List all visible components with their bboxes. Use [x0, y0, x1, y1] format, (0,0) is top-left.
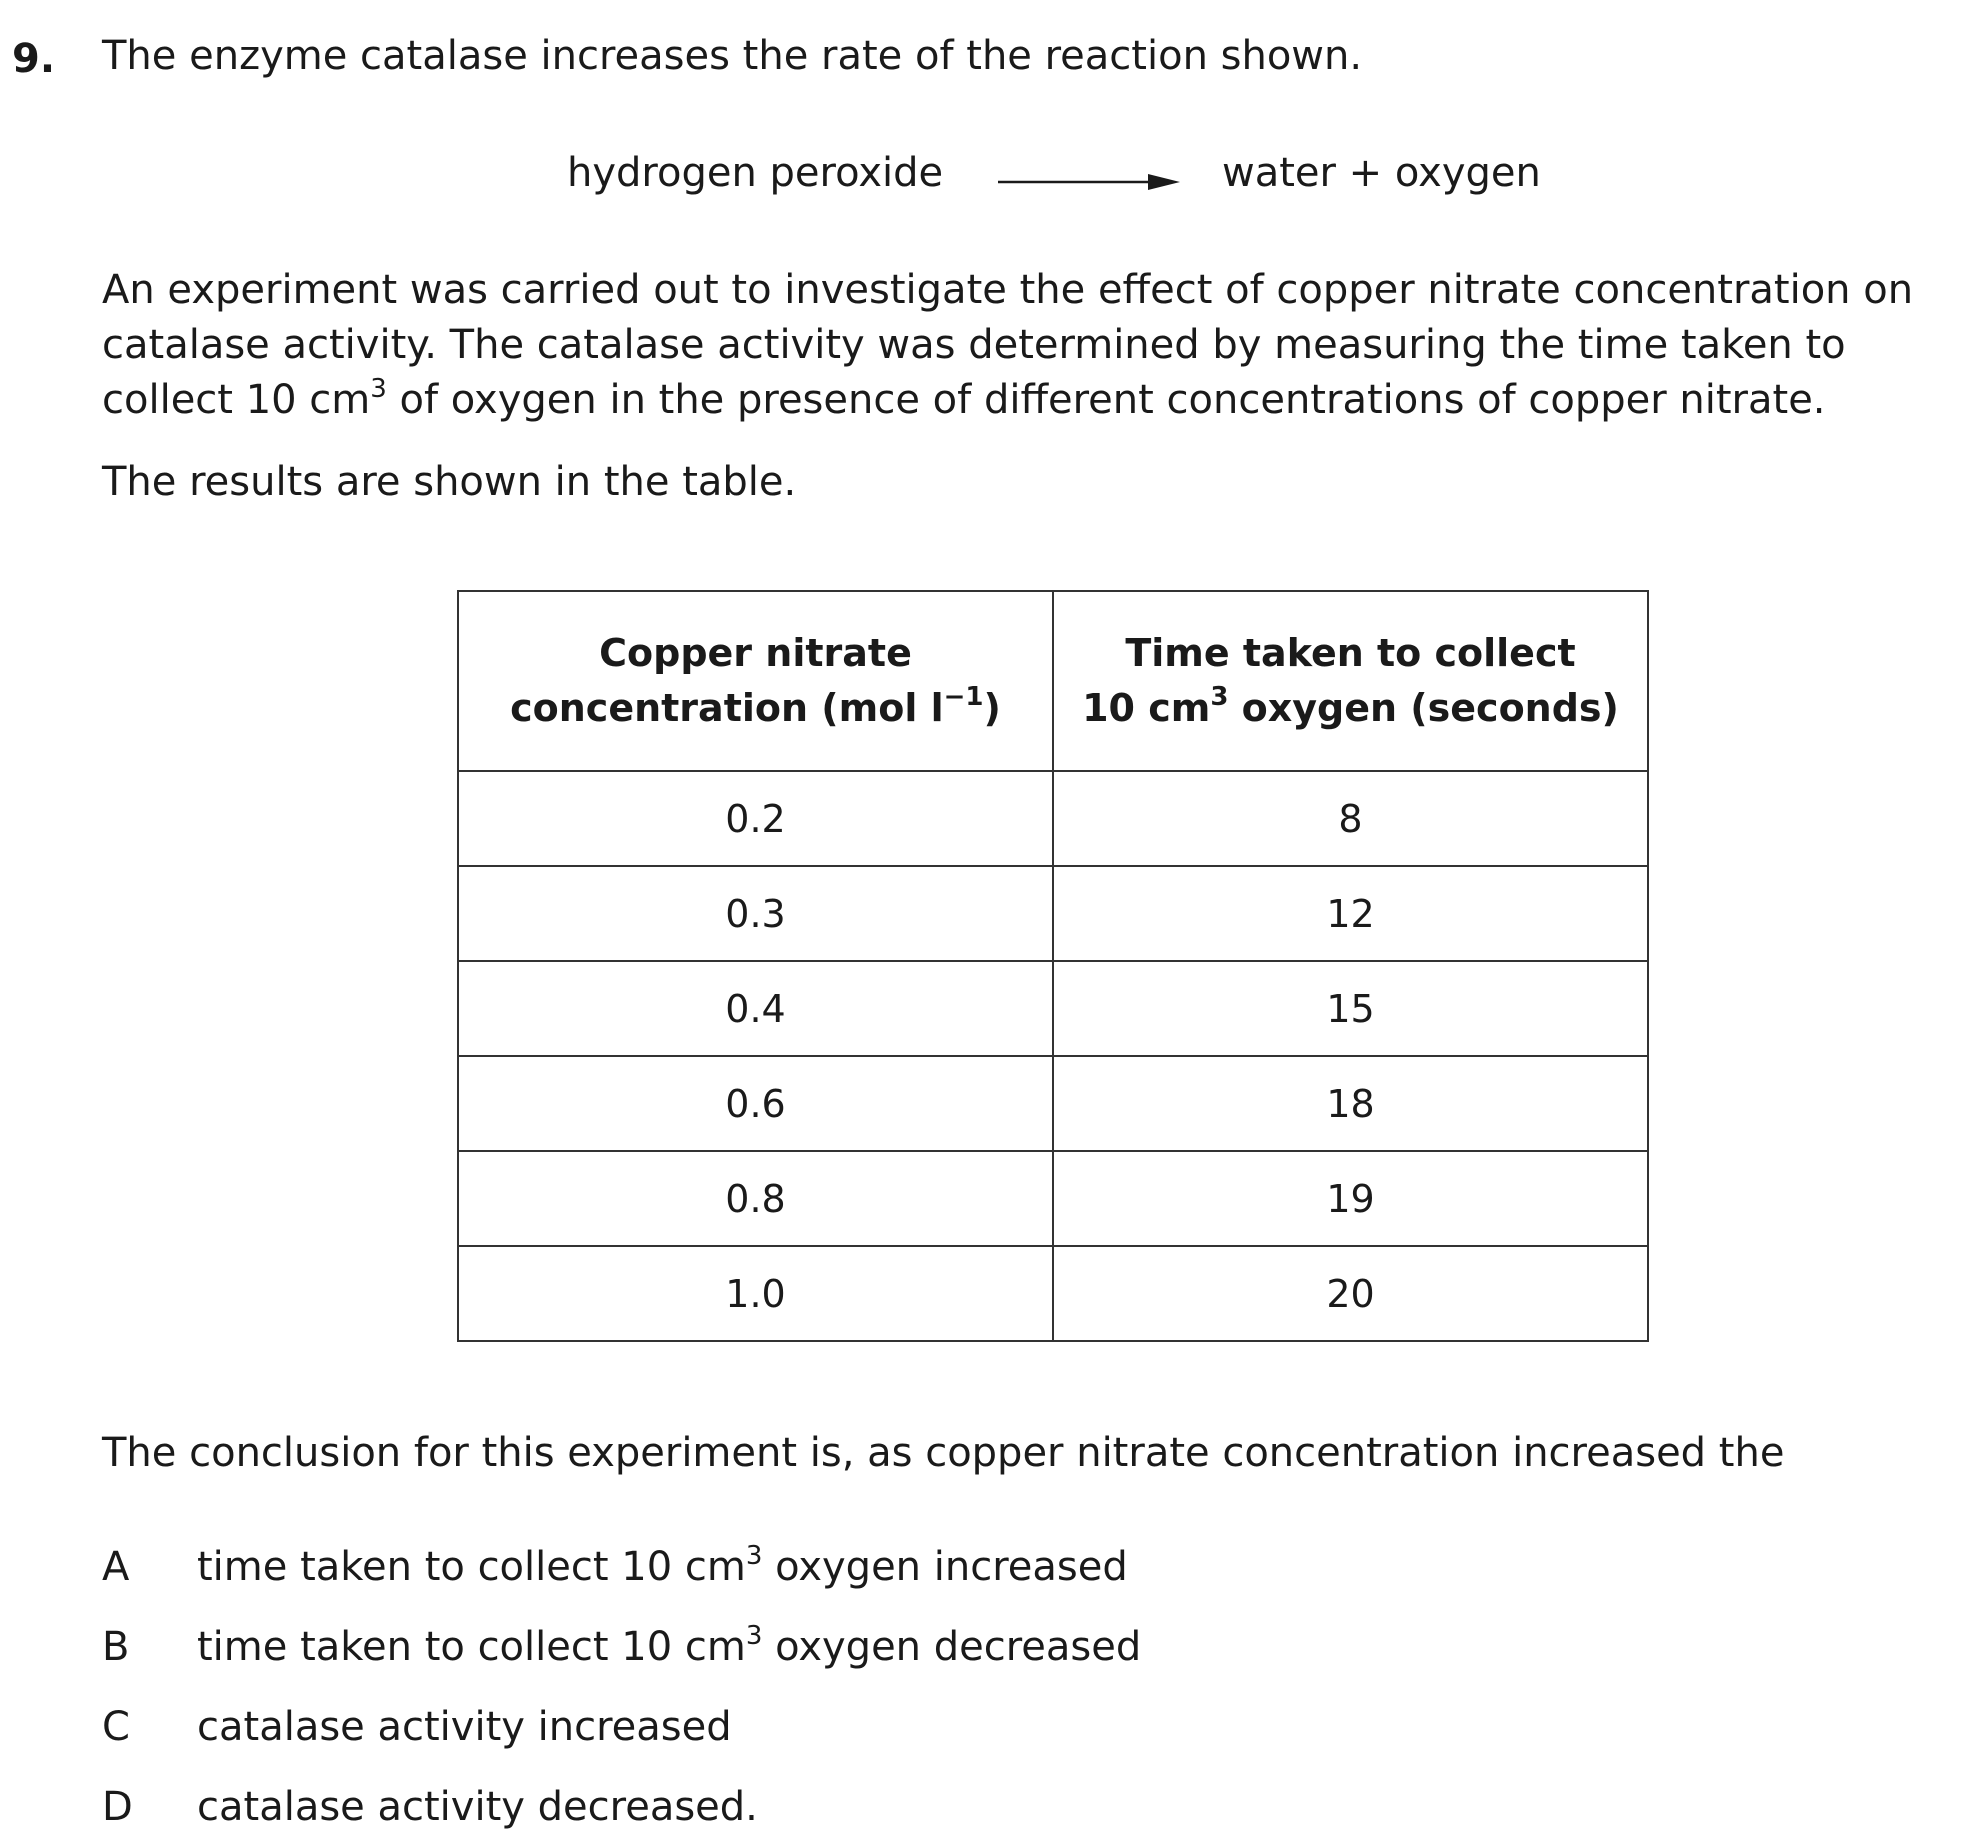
reaction-products: water + oxygen	[1222, 150, 1541, 196]
option-a-letter[interactable]: A	[102, 1544, 130, 1590]
header-2-line-2-start: 10 cm	[1082, 686, 1211, 730]
header-1-line-2-start: concentration (mol l	[510, 686, 944, 730]
header-2-superscript: 3	[1210, 682, 1229, 712]
table-row	[458, 1151, 1648, 1246]
reaction-arrow-icon	[998, 162, 1180, 202]
concentration-cell: 0.8	[458, 1151, 1053, 1246]
header-copper-nitrate-concentration	[458, 591, 1053, 771]
header-1-line-2-end: )	[983, 686, 1001, 730]
header-1-superscript: −1	[943, 682, 984, 712]
time-cell: 19	[1053, 1151, 1648, 1246]
table-row	[458, 1246, 1648, 1341]
header-1-line-1: Copper nitrate	[599, 630, 912, 675]
intro-line-3-end: of oxygen in the presence of different concentrations of copper nitrate.	[386, 377, 1826, 423]
time-cell: 15	[1053, 961, 1648, 1056]
reaction-reactant: hydrogen peroxide	[567, 150, 944, 196]
concentration-cell: 1.0	[458, 1246, 1053, 1341]
table-row	[458, 866, 1648, 961]
concentration-cell: 0.6	[458, 1056, 1053, 1151]
concentration-cell: 0.3	[458, 866, 1053, 961]
option-d-text[interactable]: catalase activity decreased.	[197, 1784, 758, 1830]
header-2-line-2	[1054, 681, 1647, 736]
table-header-row	[458, 591, 1648, 771]
option-d-letter[interactable]: D	[102, 1784, 133, 1830]
option-b-superscript: 3	[745, 1621, 763, 1651]
question-stem: The enzyme catalase increases the rate of the reaction shown.	[102, 33, 1363, 79]
option-b-letter[interactable]: B	[102, 1624, 130, 1670]
header-2-line-2-end: oxygen (seconds)	[1228, 686, 1619, 730]
option-b-text-end: oxygen decreased	[762, 1624, 1142, 1670]
time-cell: 8	[1053, 771, 1648, 866]
time-cell: 18	[1053, 1056, 1648, 1151]
option-a-superscript: 3	[745, 1541, 763, 1571]
table-row	[458, 771, 1648, 866]
option-a-text[interactable]	[197, 1541, 1128, 1590]
conclusion-text: The conclusion for this experiment is, as copper nitrate concentration increased the	[102, 1430, 1785, 1476]
option-b-text-start: time taken to collect 10 cm	[197, 1624, 746, 1670]
header-1-line-2	[459, 681, 1052, 736]
option-a-text-start: time taken to collect 10 cm	[197, 1544, 746, 1590]
option-c-text[interactable]: catalase activity increased	[197, 1704, 732, 1750]
intro-paragraph-line-3	[102, 374, 1981, 423]
intro-paragraph-line-2: catalase activity. The catalase activity was determined by measuring the time taken to	[102, 322, 1846, 368]
concentration-cell: 0.2	[458, 771, 1053, 866]
intro-paragraph-line-1: An experiment was carried out to investigate the effect of copper nitrate concentration on	[102, 267, 1914, 313]
table-row	[458, 961, 1648, 1056]
table-row	[458, 1056, 1648, 1151]
header-2-line-1: Time taken to collect	[1125, 630, 1576, 675]
concentration-cell: 0.4	[458, 961, 1053, 1056]
option-a-text-end: oxygen increased	[762, 1544, 1128, 1590]
option-c-letter[interactable]: C	[102, 1704, 130, 1750]
time-cell: 20	[1053, 1246, 1648, 1341]
results-intro: The results are shown in the table.	[102, 459, 797, 505]
intro-line-3-superscript: 3	[370, 374, 387, 404]
intro-line-3-start: collect 10 cm	[102, 377, 371, 423]
option-b-text[interactable]	[197, 1621, 1142, 1670]
time-cell: 12	[1053, 866, 1648, 961]
header-time-taken	[1053, 591, 1648, 771]
question-number: 9.	[12, 36, 56, 82]
results-table	[457, 590, 1649, 1342]
